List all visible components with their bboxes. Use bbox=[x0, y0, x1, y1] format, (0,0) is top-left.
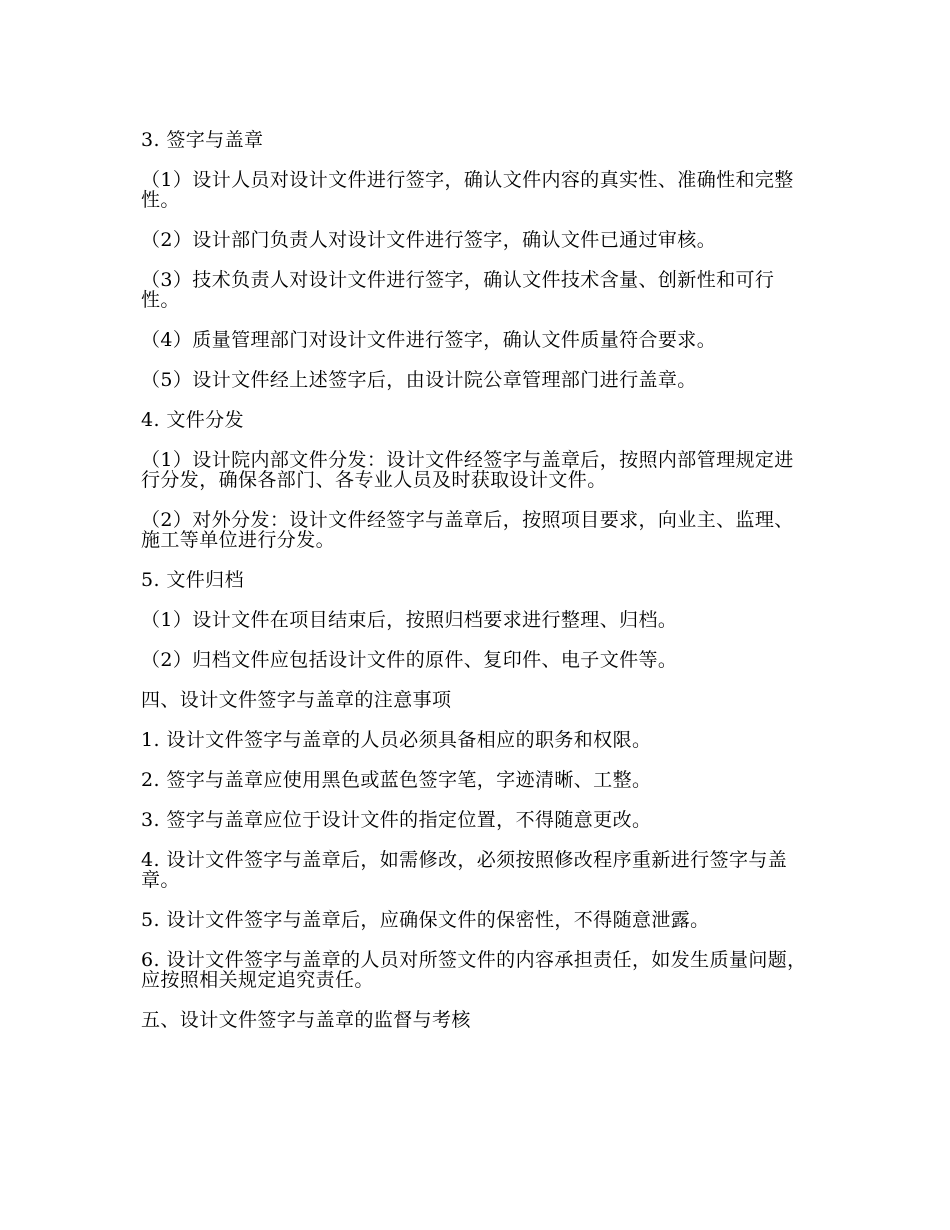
section-heading-precautions: 四、设计文件签字与盖章的注意事项 bbox=[141, 689, 452, 711]
paragraph-quality-dept-signature: （4）质量管理部门对设计文件进行签字，确认文件质量符合要求。 bbox=[141, 329, 717, 351]
heading-signing-and-sealing: 3. 签字与盖章 bbox=[141, 129, 264, 151]
paragraph-technical-lead-signature: （3）技术负责人对设计文件进行签字，确认文件技术含量、创新性和可行性。 bbox=[141, 269, 775, 311]
section-heading-supervision: 五、设计文件签字与盖章的监督与考核 bbox=[141, 1009, 471, 1031]
precaution-item-5: 5. 设计文件签字与盖章后，应确保文件的保密性，不得随意泄露。 bbox=[141, 909, 710, 931]
paragraph-external-distribution: （2）对外分发：设计文件经签字与盖章后，按照项目要求，向业主、监理、施工等单位进行分发。 bbox=[141, 509, 794, 551]
precaution-item-4: 4. 设计文件签字与盖章后，如需修改，必须按照修改程序重新进行签字与盖章。 bbox=[141, 849, 788, 891]
precaution-item-1: 1. 设计文件签字与盖章的人员必须具备相应的职务和权限。 bbox=[141, 729, 652, 751]
heading-file-archiving: 5. 文件归档 bbox=[141, 569, 244, 591]
precaution-item-6: 6. 设计文件签字与盖章的人员对所签文件的内容承担责任，如发生质量问题，应按照相关规定追究责任。 bbox=[141, 949, 807, 991]
paragraph-archiving-procedure: （1）设计文件在项目结束后，按照归档要求进行整理、归档。 bbox=[141, 609, 678, 631]
precaution-item-3: 3. 签字与盖章应位于设计文件的指定位置，不得随意更改。 bbox=[141, 809, 652, 831]
paragraph-department-head-signature: （2）设计部门负责人对设计文件进行签字，确认文件已通过审核。 bbox=[141, 229, 717, 251]
paragraph-archive-contents: （2）归档文件应包括设计文件的原件、复印件、电子文件等。 bbox=[141, 649, 678, 671]
paragraph-sealing: （5）设计文件经上述签字后，由设计院公章管理部门进行盖章。 bbox=[141, 369, 697, 391]
paragraph-designer-signature: （1）设计人员对设计文件进行签字，确认文件内容的真实性、准确性和完整性。 bbox=[141, 169, 794, 211]
precaution-item-2: 2. 签字与盖章应使用黑色或蓝色签字笔，字迹清晰、工整。 bbox=[141, 769, 652, 791]
heading-file-distribution: 4. 文件分发 bbox=[141, 409, 244, 431]
paragraph-internal-distribution: （1）设计院内部文件分发：设计文件经签字与盖章后，按照内部管理规定进行分发，确保各部门、各专业人员及时获取设计文件。 bbox=[141, 449, 794, 491]
document-page bbox=[141, 130, 809, 1050]
